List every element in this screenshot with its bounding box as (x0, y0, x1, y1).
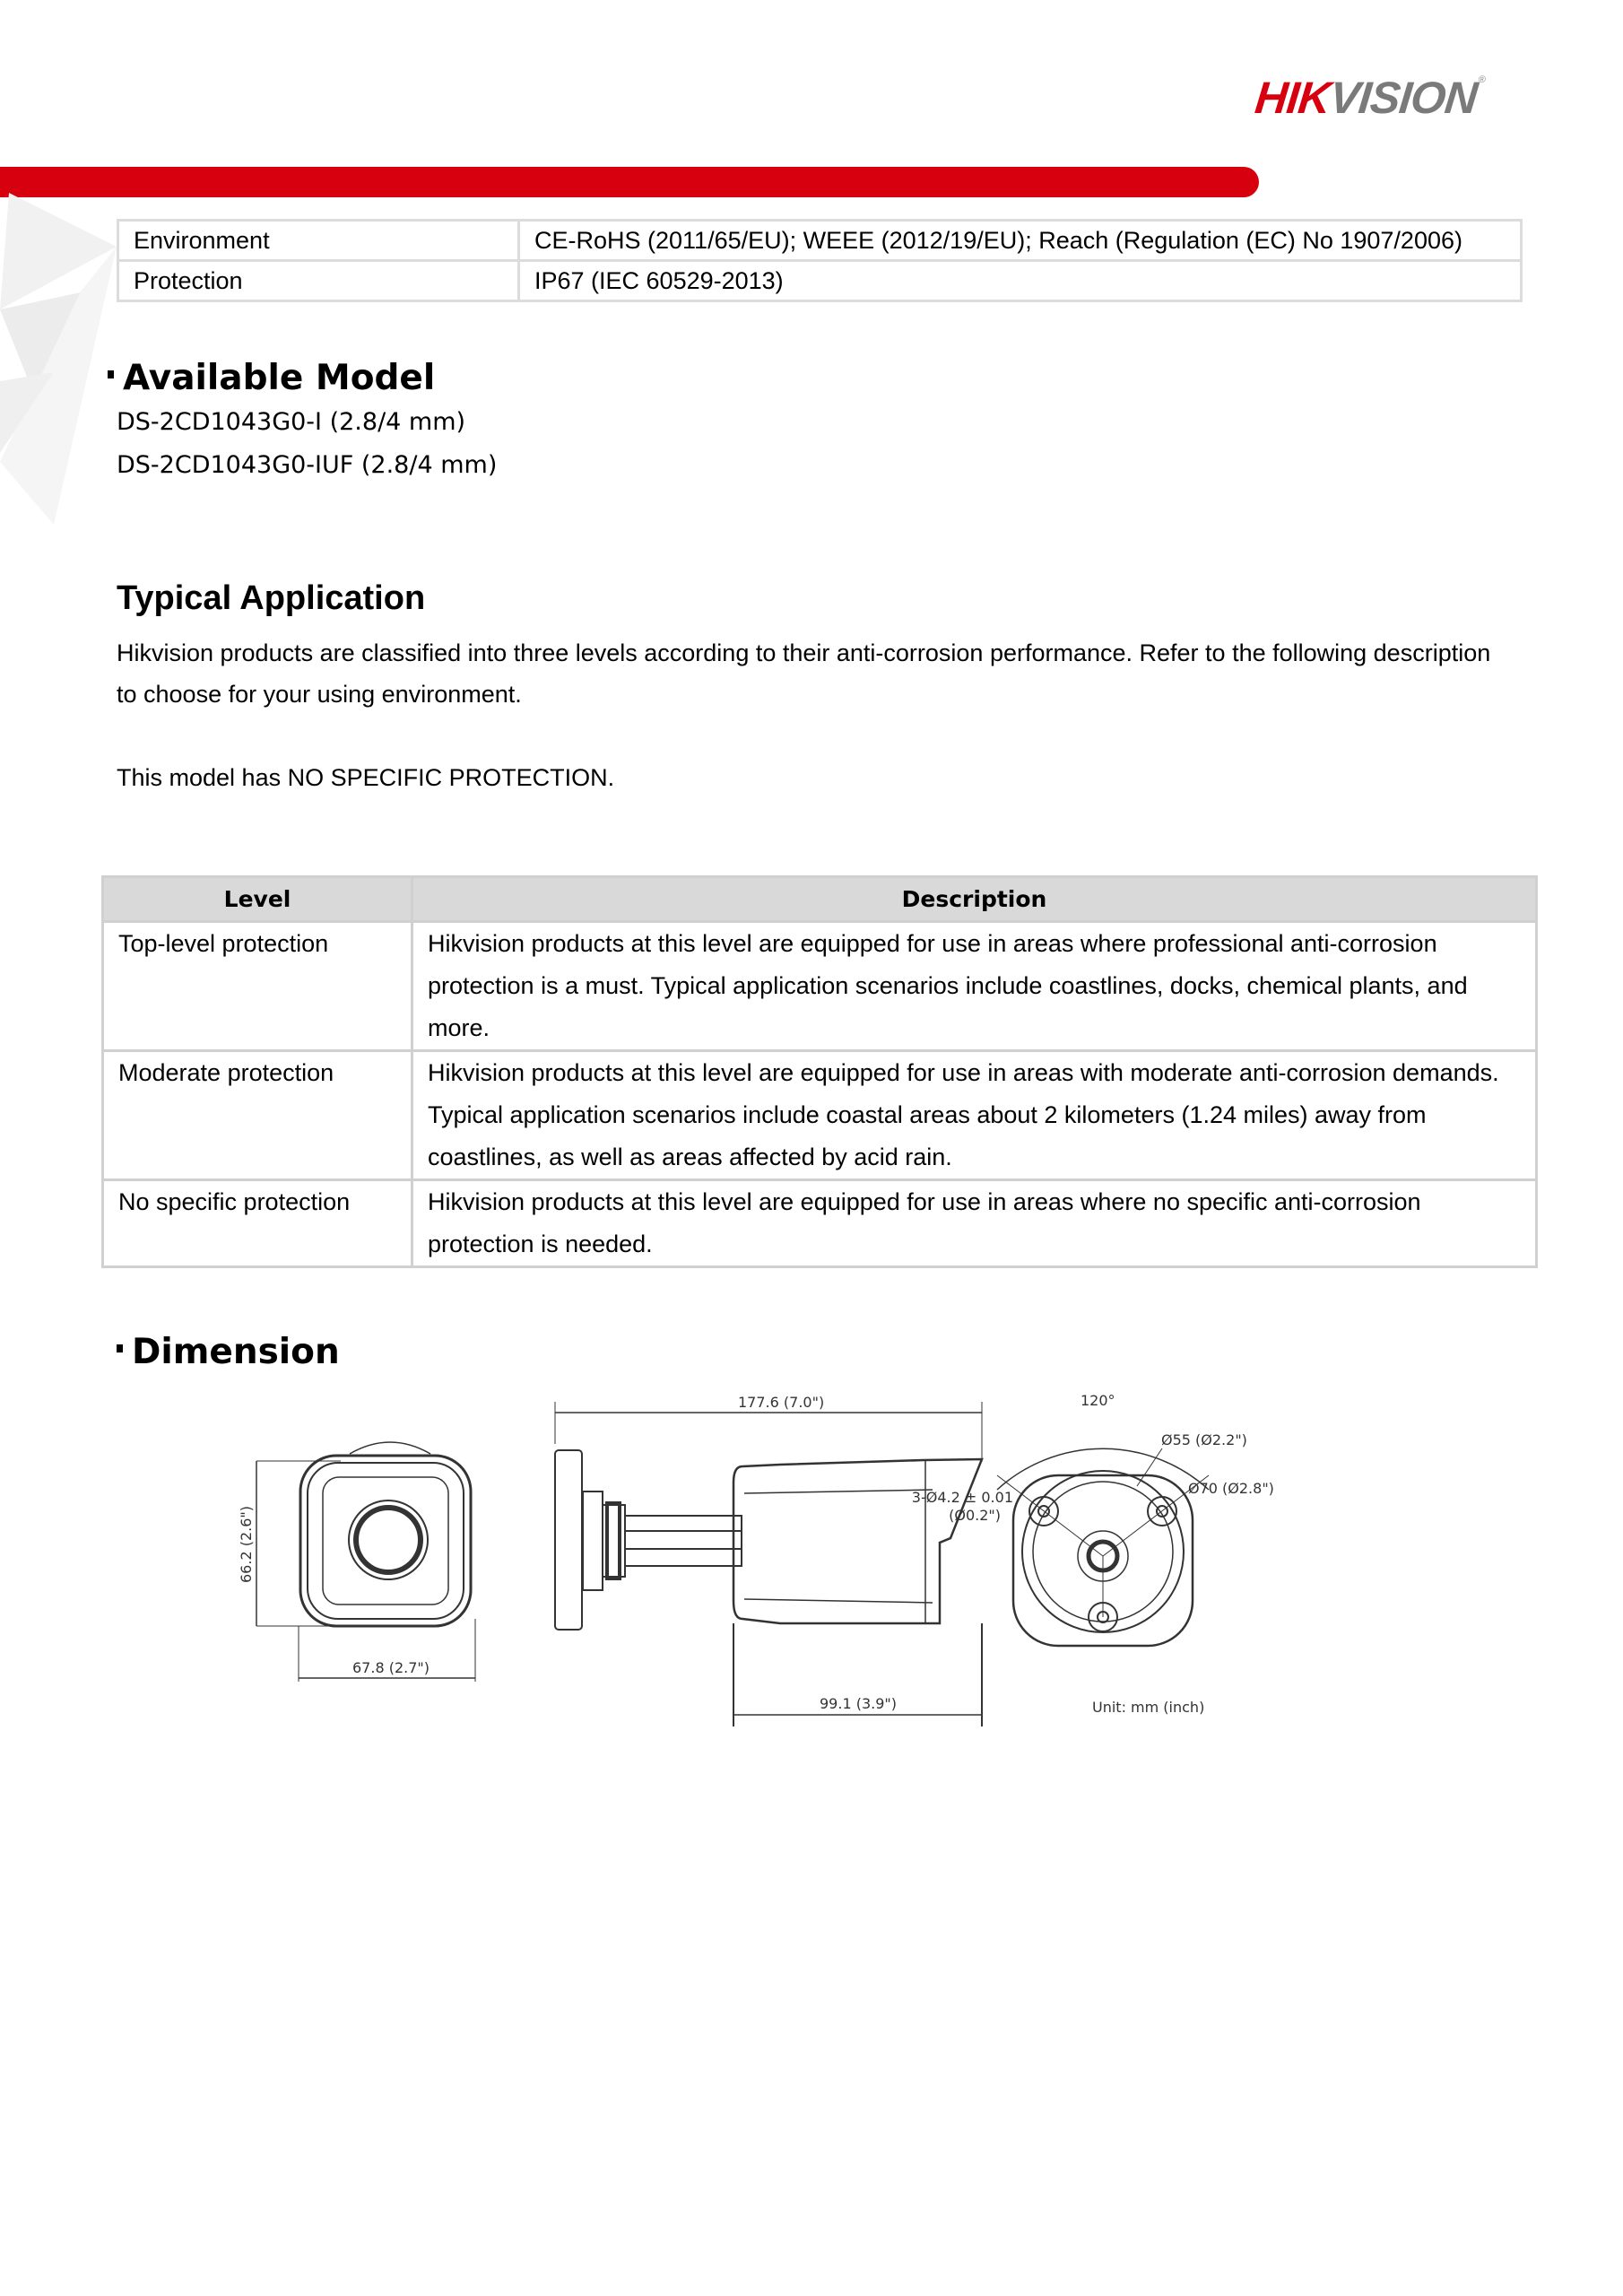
description-cell: Hikvision products at this level are equipped for use in areas where professional anti-corrosion protection is a must. Typical application scenarios include coastlines, docks, chemical plants, and more. (412, 922, 1537, 1051)
spec-value: CE-RoHS (2011/65/EU); WEEE (2012/19/EU); Reach (Regulation (EC) No 1907/2006) (519, 221, 1522, 261)
front-view (238, 1442, 475, 1682)
inner-diameter-label: Ø55 (Ø2.2") (1161, 1431, 1247, 1448)
protection-level-table (101, 875, 1538, 1268)
front-width-label: 67.8 (2.7") (352, 1659, 430, 1676)
dimension-heading (117, 1332, 340, 1372)
outer-diameter-label: Ø70 (Ø2.8") (1188, 1480, 1274, 1497)
table-header-row (103, 877, 1537, 922)
header-red-bar (0, 167, 1259, 197)
typical-application-heading: Typical Application (117, 579, 426, 617)
list-item: DS-2CD1043G0-IUF (2.8/4 mm) (117, 451, 498, 479)
intro-paragraph: Hikvision products are classified into three levels according to their anti-corrosion performance. Refer to the following description to choose for your using environment. (117, 639, 1491, 708)
table-row (103, 922, 1537, 1051)
registered-mark: ® (1478, 74, 1486, 85)
column-header-description: Description (412, 877, 1537, 922)
side-view (555, 1394, 982, 1726)
body-length-label: 99.1 (3.9") (820, 1695, 897, 1712)
holes-label-line1: 3-Ø4.2 ± 0.01 (911, 1489, 1013, 1506)
description-cell: Hikvision products at this level are equipped for use in areas with moderate anti-corrosion demands. Typical application scenarios include coastal areas about 2 kilometers (1.24 miles) away from coastlines, as well as areas affected by acid rain. (412, 1051, 1537, 1180)
table-row (103, 1051, 1537, 1180)
decorative-watermark (0, 193, 126, 525)
heading-text: Dimension (132, 1332, 340, 1372)
description-cell: Hikvision products at this level are equipped for use in areas where no specific anti-corrosion protection is needed. (412, 1180, 1537, 1267)
heading-text: Available Model (123, 358, 436, 398)
unit-label: Unit: mm (inch) (1092, 1699, 1205, 1716)
logo-hik: HIK (1253, 73, 1333, 123)
table-row (118, 221, 1522, 261)
level-cell: No specific protection (103, 1180, 412, 1267)
logo-vision: VISION (1327, 73, 1480, 123)
column-header-level: Level (103, 877, 412, 922)
spec-key: Protection (118, 261, 519, 301)
hikvision-logo (1253, 73, 1486, 123)
angle-label: 120° (1081, 1392, 1115, 1409)
table-row (103, 1180, 1537, 1267)
protection-note: This model has NO SPECIFIC PROTECTION. (117, 764, 615, 791)
available-model-heading (108, 358, 436, 398)
spec-key: Environment (118, 221, 519, 261)
holes-label-line2: (Ø0.2") (949, 1507, 1001, 1524)
rear-view (912, 1392, 1274, 1716)
dimension-drawing (224, 1377, 1372, 1735)
spec-value: IP67 (IEC 60529-2013) (519, 261, 1522, 301)
list-item: DS-2CD1043G0-I (2.8/4 mm) (117, 408, 466, 436)
front-height-label: 66.2 (2.6") (238, 1506, 255, 1583)
level-cell: Top-level protection (103, 922, 412, 1051)
spec-table (117, 219, 1523, 302)
bullet-square-icon (108, 370, 114, 378)
level-cell: Moderate protection (103, 1051, 412, 1180)
model-list (117, 401, 497, 487)
table-row (118, 261, 1522, 301)
bullet-square-icon (117, 1344, 123, 1352)
total-length-label: 177.6 (7.0") (738, 1394, 825, 1411)
